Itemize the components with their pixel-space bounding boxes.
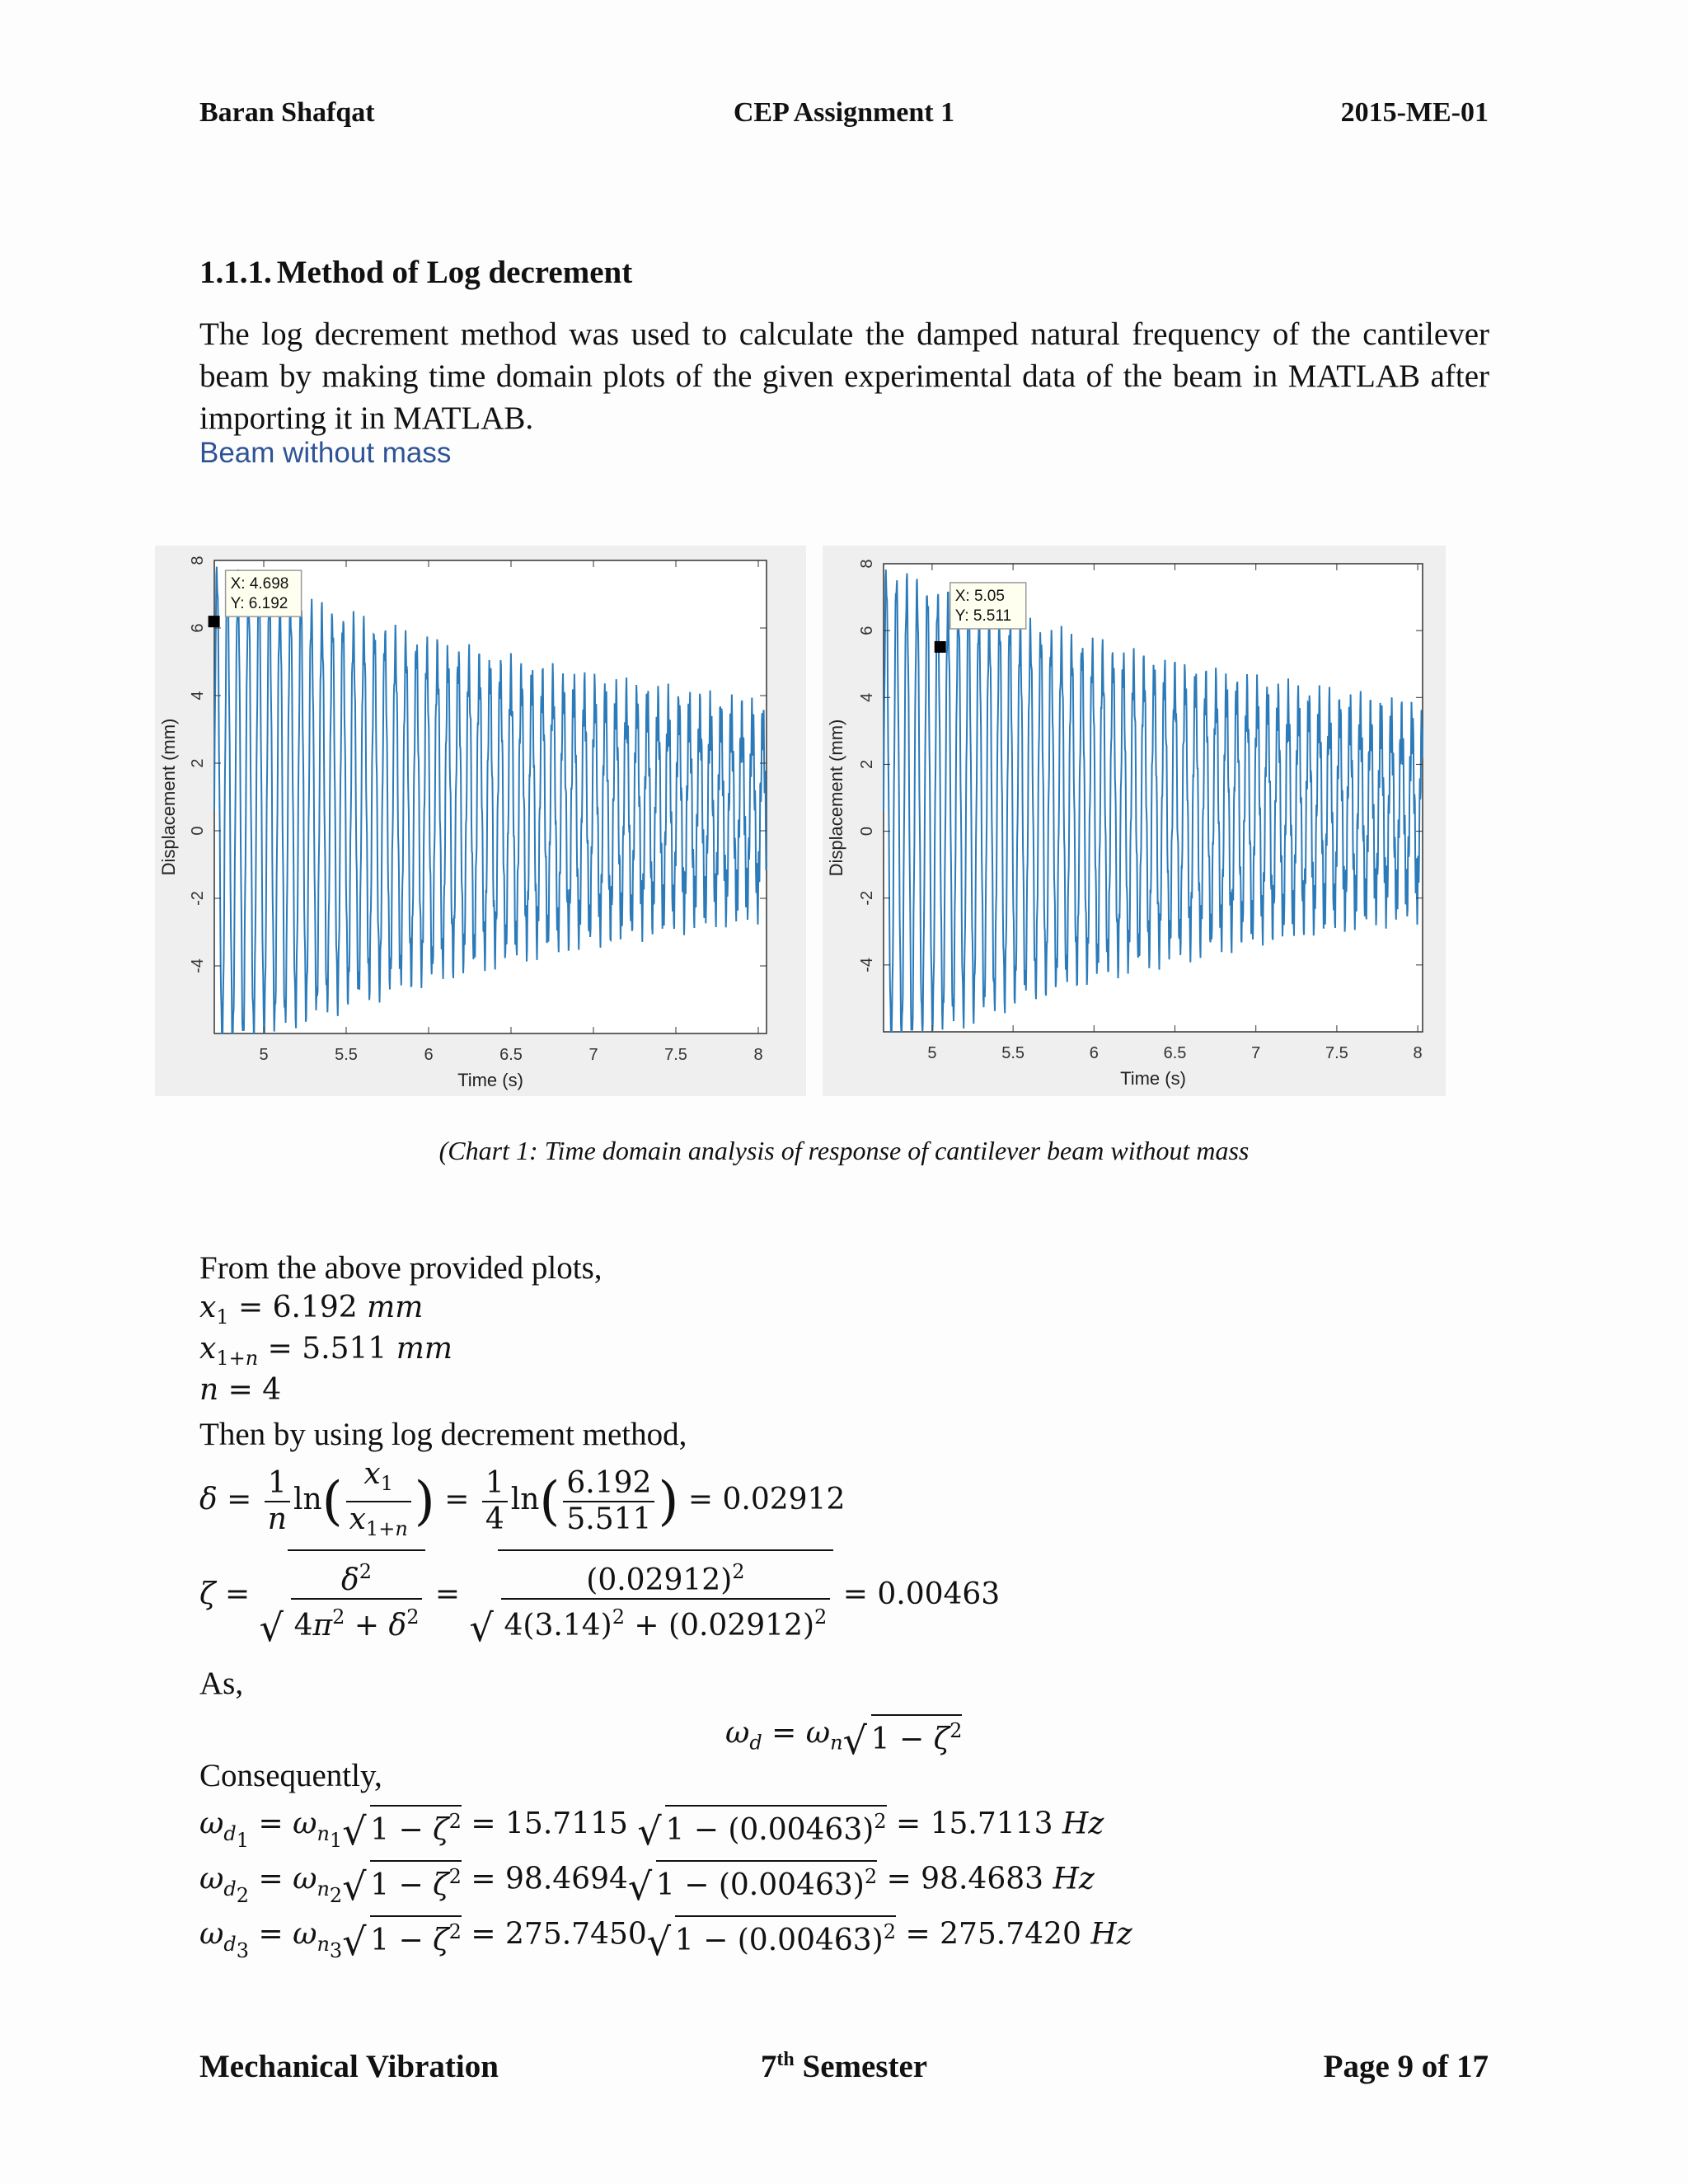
eq-n: n = 4: [199, 1373, 282, 1407]
x-axis-label: Time (s): [1120, 1068, 1186, 1089]
y-tick-label: 2: [189, 758, 207, 768]
x-tick-label: 8: [1413, 1044, 1423, 1062]
plot-right: [823, 546, 1446, 1096]
eq-delta: δ = $\frac{1}{n}$ ln( $\frac{x_1}{x_{1+n}}$ ) = $\frac{1}{4}$ ln( $\frac{6.192}{5.511}$ ) = 0.02912: [199, 1457, 846, 1540]
eq-damped-frequency: $\omega_d = \omega_n$ √ $1 - \zeta^2$: [725, 1714, 962, 1756]
x-tick-label: 6.5: [1163, 1044, 1187, 1062]
datatip-y-label: Y: 5.511: [954, 607, 1012, 625]
eq-x1: $x_1 = 6.192$ mm: [199, 1291, 424, 1329]
y-tick-label: 0: [858, 827, 876, 837]
x-tick-label: 6: [1089, 1044, 1099, 1062]
log-decrement-text: Then by using log decrement method,: [199, 1417, 687, 1452]
eq-x1n: $x_{1+n} = 5.511$ mm: [199, 1332, 453, 1370]
y-tick-label: -2: [858, 890, 876, 906]
datatip-x-label: X: 5.05: [954, 587, 1005, 605]
header-title: CEP Assignment 1: [733, 97, 955, 128]
x-tick-label: 5: [927, 1044, 937, 1062]
section-title-text: Method of Log decrement: [276, 255, 633, 290]
x-tick-label: 7: [588, 1046, 598, 1064]
footer-semester: 7th Semester: [760, 2049, 928, 2084]
header-roll-number: 2015-ME-01: [1340, 97, 1489, 128]
figure-caption: (Chart 1: Time domain analysis of response of cantilever beam without mass: [438, 1136, 1250, 1165]
datatip-marker: [935, 641, 946, 653]
x-tick-label: 5: [259, 1046, 269, 1064]
consequently-text: Consequently,: [199, 1758, 382, 1793]
x-tick-label: 6: [424, 1046, 434, 1064]
plot-right-panel: [823, 546, 1446, 1096]
results-intro: From the above provided plots,: [199, 1250, 603, 1286]
y-axis-label: Displacement (mm): [158, 718, 179, 876]
y-tick-label: 8: [858, 559, 876, 569]
y-tick-label: 6: [858, 626, 876, 635]
footer-page-number: Page 9 of 17: [1323, 2049, 1489, 2084]
plot-left: [155, 546, 806, 1096]
y-tick-label: -4: [858, 957, 876, 972]
intro-paragraph: The log decrement method was used to calculate the damped natural frequency of the cantilever beam by making time domain plots of the given experimental data of the beam in MATLAB after importing it in MATLAB.: [199, 316, 1489, 436]
x-tick-label: 7.5: [1325, 1044, 1348, 1062]
datatip-x-label: X: 4.698: [230, 575, 289, 593]
plot-left-panel: [155, 546, 806, 1096]
y-tick-label: -2: [189, 891, 207, 906]
y-tick-label: 8: [189, 555, 207, 565]
y-tick-label: 2: [858, 759, 876, 769]
x-tick-label: 7: [1251, 1044, 1261, 1062]
y-tick-label: 4: [858, 692, 876, 702]
y-tick-label: 0: [189, 826, 207, 836]
datatip-y-label: Y: 6.192: [230, 595, 288, 613]
y-tick-label: 6: [189, 623, 207, 633]
y-axis-label: Displacement (mm): [826, 719, 846, 877]
footer-course: Mechanical Vibration: [199, 2049, 499, 2084]
subheading: Beam without mass: [199, 437, 452, 469]
eq-wd3: $\omega_{d_3} = \omega_{n_3}$ √ $1 - \zeta^2 = 275.7450$ √ $1 - (0.00463)^2 = 275.7420$ Hz: [199, 1915, 1132, 1962]
x-tick-label: 5.5: [1001, 1044, 1025, 1062]
header-author: Baran Shafqat: [199, 97, 375, 128]
x-tick-label: 6.5: [499, 1046, 523, 1064]
eq-wd2: $\omega_{d_2} = \omega_{n_2}$ √ $1 - \zeta^2 = 98.4694$ √ $1 - (0.00463)^2 = 98.4683$ Hz: [199, 1860, 1095, 1907]
x-tick-label: 7.5: [664, 1046, 687, 1064]
eq-zeta: ζ = √ $\frac{\delta^2}{4\pi^2 + \delta^2}$ = √ $\frac{(0.02912)^2}{4(3.14)^2 + (0.02912)^2}$ = 0.00463: [199, 1549, 1000, 1643]
x-axis-label: Time (s): [457, 1070, 523, 1090]
eq-wd1: $\omega_{d_1} = \omega_{n_1}$ √ $1 - \zeta^2 = 15.7115$ √ $1 - (0.00463)^2 = 15.7113$ Hz: [199, 1805, 1104, 1852]
section-title: [199, 254, 632, 291]
y-tick-label: -4: [189, 958, 207, 973]
x-tick-label: 8: [753, 1046, 763, 1064]
datatip-marker: [209, 616, 220, 627]
x-tick-label: 5.5: [335, 1046, 358, 1064]
y-tick-label: 4: [189, 691, 207, 701]
section-number: 1.1.1.: [199, 255, 272, 290]
as-text: As,: [199, 1666, 244, 1701]
